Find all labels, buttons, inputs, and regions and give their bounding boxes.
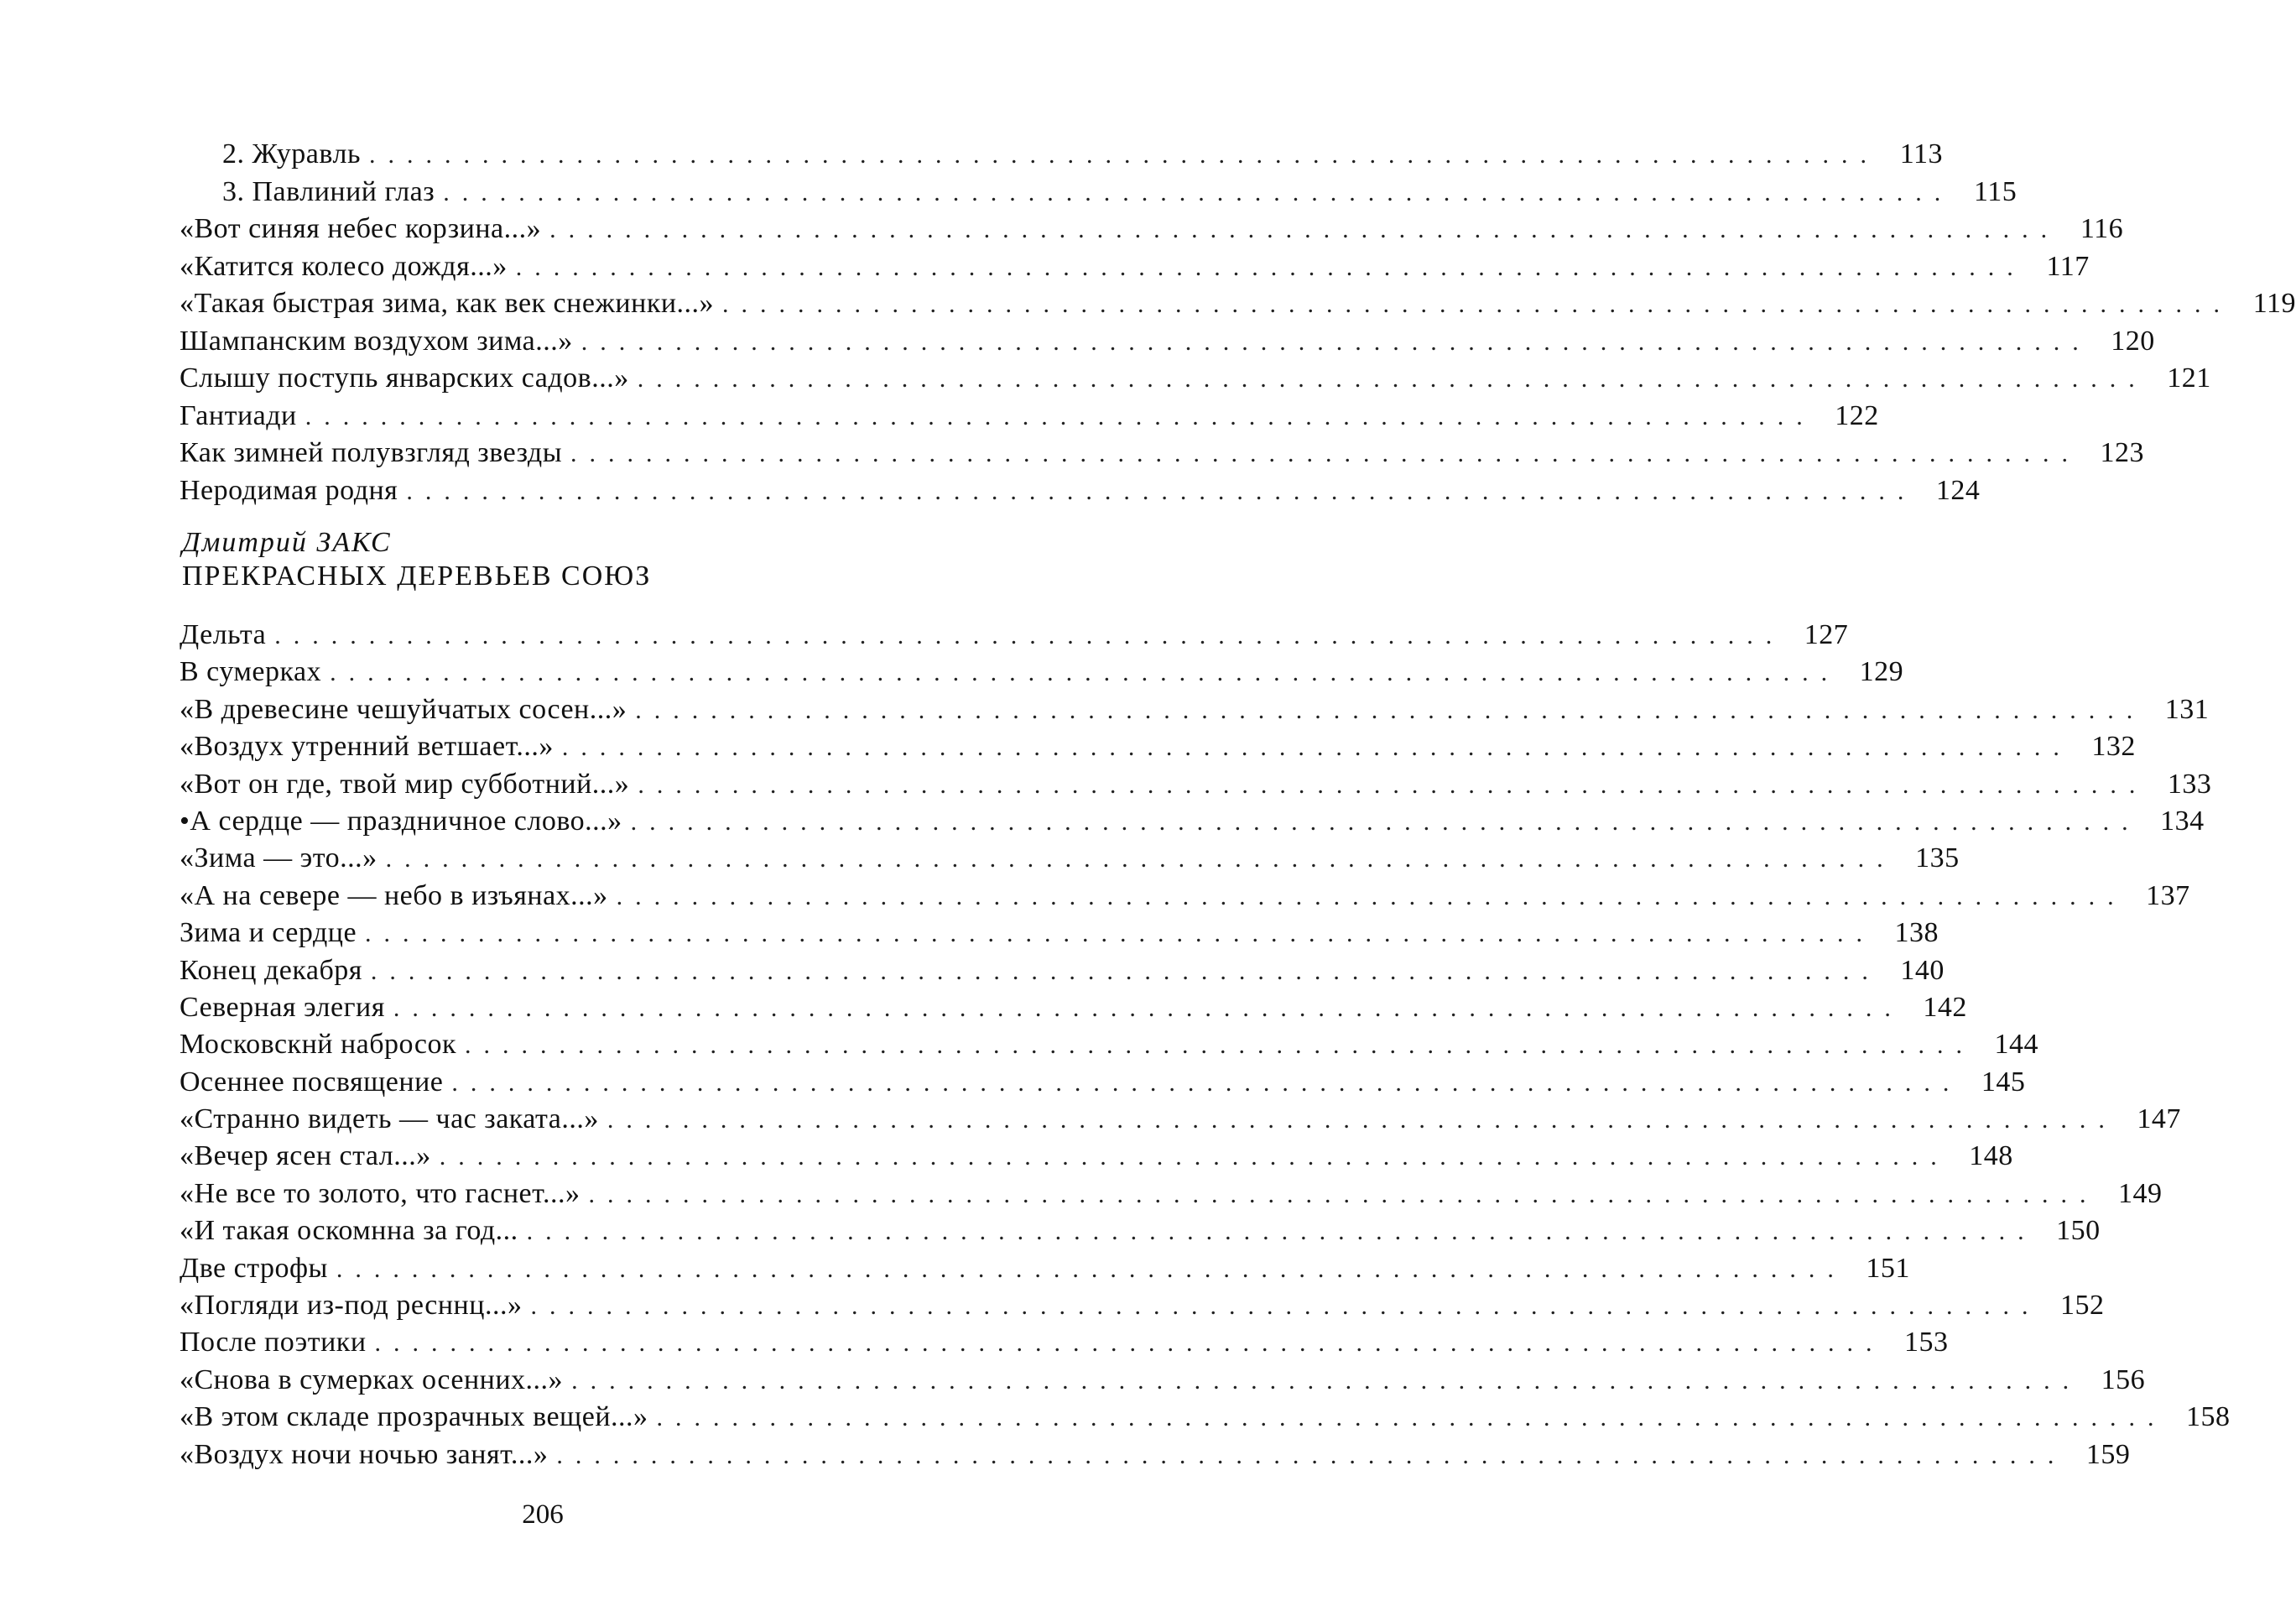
dot-leader: ................................................................................ bbox=[588, 1180, 2099, 1208]
toc-entry-title: «А на севере — небо в изъянах...» bbox=[180, 879, 608, 911]
toc-entry-page: 151 bbox=[1866, 1252, 1910, 1284]
toc-entry bbox=[180, 360, 2211, 398]
toc-block-section bbox=[180, 617, 2231, 1473]
toc-entry-page: 115 bbox=[1973, 175, 2017, 207]
toc-entry-page: 149 bbox=[2117, 1177, 2163, 1209]
toc-entry-page: 159 bbox=[2085, 1438, 2131, 1470]
toc-entry-page: 138 bbox=[1894, 917, 1939, 949]
toc-entry bbox=[180, 803, 2205, 840]
toc-entry-page: 134 bbox=[2160, 805, 2205, 837]
dot-leader: ................................................................................ bbox=[561, 733, 2072, 762]
toc-entry-page: 152 bbox=[2059, 1290, 2105, 1322]
toc-entry bbox=[180, 1064, 2026, 1101]
dot-leader: ................................................................................ bbox=[370, 957, 1881, 985]
toc-entry-page: 150 bbox=[2056, 1215, 2101, 1247]
toc-entry-title: Зима и сердце bbox=[180, 917, 357, 949]
dot-leader: ................................................................................ bbox=[656, 1404, 2167, 1432]
toc-entry bbox=[180, 1399, 2231, 1436]
toc-entry-page: 123 bbox=[2100, 437, 2145, 468]
toc-entry-title: «Вот синяя небес корзина...» bbox=[180, 213, 542, 244]
toc-entry bbox=[180, 211, 2124, 248]
toc-entry bbox=[180, 174, 2017, 211]
toc-entry bbox=[180, 136, 1943, 174]
dot-leader: ................................................................................ bbox=[439, 1143, 1950, 1171]
dot-leader: ................................................................................ bbox=[368, 141, 1879, 169]
dot-leader: ................................................................................ bbox=[630, 807, 2141, 836]
toc-entry-page: 124 bbox=[1935, 474, 1981, 506]
dot-leader: ................................................................................ bbox=[443, 178, 1954, 206]
toc-entry-page: 129 bbox=[1859, 656, 1904, 688]
toc-entry bbox=[180, 398, 1879, 435]
dot-leader: ................................................................................ bbox=[530, 1292, 2041, 1321]
toc-entry bbox=[180, 1138, 2013, 1175]
dot-leader: ................................................................................ bbox=[722, 290, 2233, 318]
dot-leader: ................................................................................ bbox=[330, 659, 1840, 687]
toc-entry-title: Осеннее посвящение bbox=[180, 1066, 444, 1098]
toc-entry-page: 135 bbox=[1915, 842, 1960, 874]
toc-entry-title: Северная элегия bbox=[180, 991, 385, 1023]
toc-block-continued bbox=[180, 136, 2296, 509]
dot-leader: ................................................................................ bbox=[526, 1218, 2037, 1246]
dot-leader: ................................................................................ bbox=[571, 1366, 2082, 1395]
toc-entry bbox=[180, 1287, 2105, 1324]
toc-entry-page: 158 bbox=[2186, 1401, 2231, 1433]
dot-leader: ................................................................................ bbox=[365, 920, 1876, 948]
toc-entry-page: 148 bbox=[1969, 1140, 2013, 1172]
toc-entry-page: 133 bbox=[2167, 768, 2212, 800]
author-header: Дмитрий ЗАКС bbox=[182, 527, 392, 558]
toc-entry bbox=[180, 1176, 2163, 1212]
toc-entry-page: 145 bbox=[1981, 1066, 2026, 1098]
toc-entry bbox=[180, 1250, 1910, 1287]
toc-entry-title: Неродимая родня bbox=[180, 474, 398, 506]
toc-entry bbox=[180, 248, 2090, 286]
dot-leader: ................................................................................ bbox=[393, 993, 1903, 1022]
toc-entry-title: «Вечер ясен стал...» bbox=[180, 1140, 431, 1172]
dot-leader: ................................................................................ bbox=[374, 1329, 1885, 1358]
dot-leader: ................................................................................ bbox=[638, 770, 2148, 799]
toc-entry bbox=[180, 654, 1904, 691]
dot-leader: ................................................................................ bbox=[549, 216, 2060, 243]
toc-entry-page: 137 bbox=[2146, 879, 2190, 911]
section-title: ПРЕКРАСНЫХ ДЕРЕВЬЕВ СОЮЗ bbox=[182, 561, 652, 592]
toc-entry bbox=[180, 1362, 2146, 1399]
toc-entry-page: 132 bbox=[2091, 731, 2136, 763]
toc-entry-title: Две строфы bbox=[180, 1252, 328, 1284]
toc-entry bbox=[180, 472, 1981, 510]
toc-entry-title: Шампанским воздухом зима...» bbox=[180, 325, 573, 357]
toc-entry-title: Дельта bbox=[180, 619, 267, 650]
toc-entry bbox=[180, 1324, 1949, 1361]
toc-entry bbox=[180, 1212, 2101, 1249]
toc-entry-title: В сумерках bbox=[180, 656, 322, 688]
toc-entry-title: 2. Журавль bbox=[222, 138, 361, 169]
toc-entry-title: •А сердце — праздничное слово...» bbox=[180, 805, 622, 837]
toc-entry-page: 117 bbox=[2046, 250, 2090, 282]
dot-leader: ................................................................................ bbox=[451, 1068, 1962, 1097]
toc-entry-page: 120 bbox=[2111, 325, 2155, 357]
toc-entry bbox=[180, 323, 2155, 361]
toc-entry-title: «Такая быстрая зима, как век снежинки...» bbox=[180, 288, 715, 319]
toc-entry-title: «В этом складе прозрачных вещей...» bbox=[180, 1401, 648, 1433]
toc-entry bbox=[180, 691, 2210, 728]
dot-leader: ................................................................................ bbox=[305, 402, 1815, 430]
toc-entry-title: Слышу поступь январских садов...» bbox=[180, 362, 629, 394]
toc-entry-title: 3. Павлиний глаз bbox=[222, 175, 435, 207]
toc-entry-title: Гантиади bbox=[180, 399, 297, 431]
dot-leader: ................................................................................ bbox=[336, 1254, 1846, 1283]
toc-entry bbox=[180, 617, 1849, 654]
toc-entry-title: «В древесине чешуйчатых сосен...» bbox=[180, 693, 627, 725]
dot-leader: ................................................................................ bbox=[635, 696, 2146, 724]
toc-entry bbox=[180, 1026, 2039, 1063]
toc-entry-title: «Воздух ночи ночью занят...» bbox=[180, 1438, 549, 1470]
toc-entry-page: 140 bbox=[1900, 954, 1945, 986]
toc-entry-page: 131 bbox=[2164, 693, 2210, 725]
toc-entry bbox=[180, 435, 2145, 472]
toc-entry bbox=[180, 878, 2190, 915]
toc-entry-title: «Вот он где, твой мир субботний...» bbox=[180, 768, 630, 800]
toc-entry-page: 122 bbox=[1835, 399, 1879, 431]
toc-entry-page: 127 bbox=[1804, 619, 1849, 650]
dot-leader: ................................................................................ bbox=[556, 1441, 2067, 1469]
dot-leader: ................................................................................ bbox=[385, 845, 1896, 873]
toc-entry-page: 119 bbox=[2252, 288, 2296, 319]
toc-entry-title: «И такая оскомнна за год... bbox=[180, 1215, 518, 1247]
toc-entry bbox=[180, 1437, 2131, 1473]
dot-leader: ................................................................................ bbox=[465, 1031, 1976, 1060]
toc-entry bbox=[180, 840, 1960, 877]
toc-entry-page: 113 bbox=[1899, 138, 1943, 169]
page-number: 206 bbox=[522, 1499, 564, 1530]
toc-entry-title: «Странно видеть — час заката...» bbox=[180, 1103, 599, 1135]
toc-entry-page: 142 bbox=[1923, 991, 1967, 1023]
toc-entry bbox=[180, 915, 1939, 952]
toc-entry-title: После поэтики bbox=[180, 1327, 367, 1358]
toc-entry-page: 144 bbox=[1994, 1029, 2039, 1061]
toc-entry-title: «Снова в сумерках осенних...» bbox=[180, 1364, 564, 1395]
toc-entry-page: 116 bbox=[2080, 213, 2124, 244]
toc-entry-title: «Катится колесо дождя...» bbox=[180, 250, 508, 282]
toc-entry bbox=[180, 728, 2136, 765]
dot-leader: ................................................................................ bbox=[515, 253, 2026, 281]
dot-leader: ................................................................................ bbox=[570, 440, 2081, 467]
toc-entry-page: 147 bbox=[2137, 1103, 2181, 1135]
dot-leader: ................................................................................ bbox=[607, 1106, 2117, 1134]
toc-entry bbox=[180, 989, 1967, 1026]
toc-entry-title: Как зимней полувзгляд звезды bbox=[180, 437, 563, 468]
toc-entry bbox=[180, 952, 1945, 989]
toc-entry-title: «Зима — это...» bbox=[180, 842, 377, 874]
toc-entry bbox=[180, 766, 2212, 803]
toc-entry bbox=[180, 1101, 2181, 1138]
toc-entry-title: Конец декабря bbox=[180, 954, 362, 986]
toc-entry bbox=[180, 285, 2296, 323]
toc-entry-title: «Погляди из-под ресннц...» bbox=[180, 1290, 523, 1322]
dot-leader: ................................................................................ bbox=[274, 622, 1785, 649]
toc-entry-title: Московскнй набросок bbox=[180, 1029, 457, 1061]
dot-leader: ................................................................................ bbox=[616, 882, 2127, 910]
toc-entry-page: 153 bbox=[1904, 1327, 1949, 1358]
toc-entry-title: «Воздух утренний ветшает...» bbox=[180, 731, 554, 763]
dot-leader: ................................................................................ bbox=[637, 365, 2148, 393]
toc-entry-page: 156 bbox=[2101, 1364, 2146, 1395]
dot-leader: ................................................................................ bbox=[581, 327, 2091, 356]
toc-entry-page: 121 bbox=[2167, 362, 2211, 394]
toc-entry-title: «Не все то золото, что гаснет...» bbox=[180, 1177, 581, 1209]
dot-leader: ................................................................................ bbox=[406, 477, 1917, 505]
